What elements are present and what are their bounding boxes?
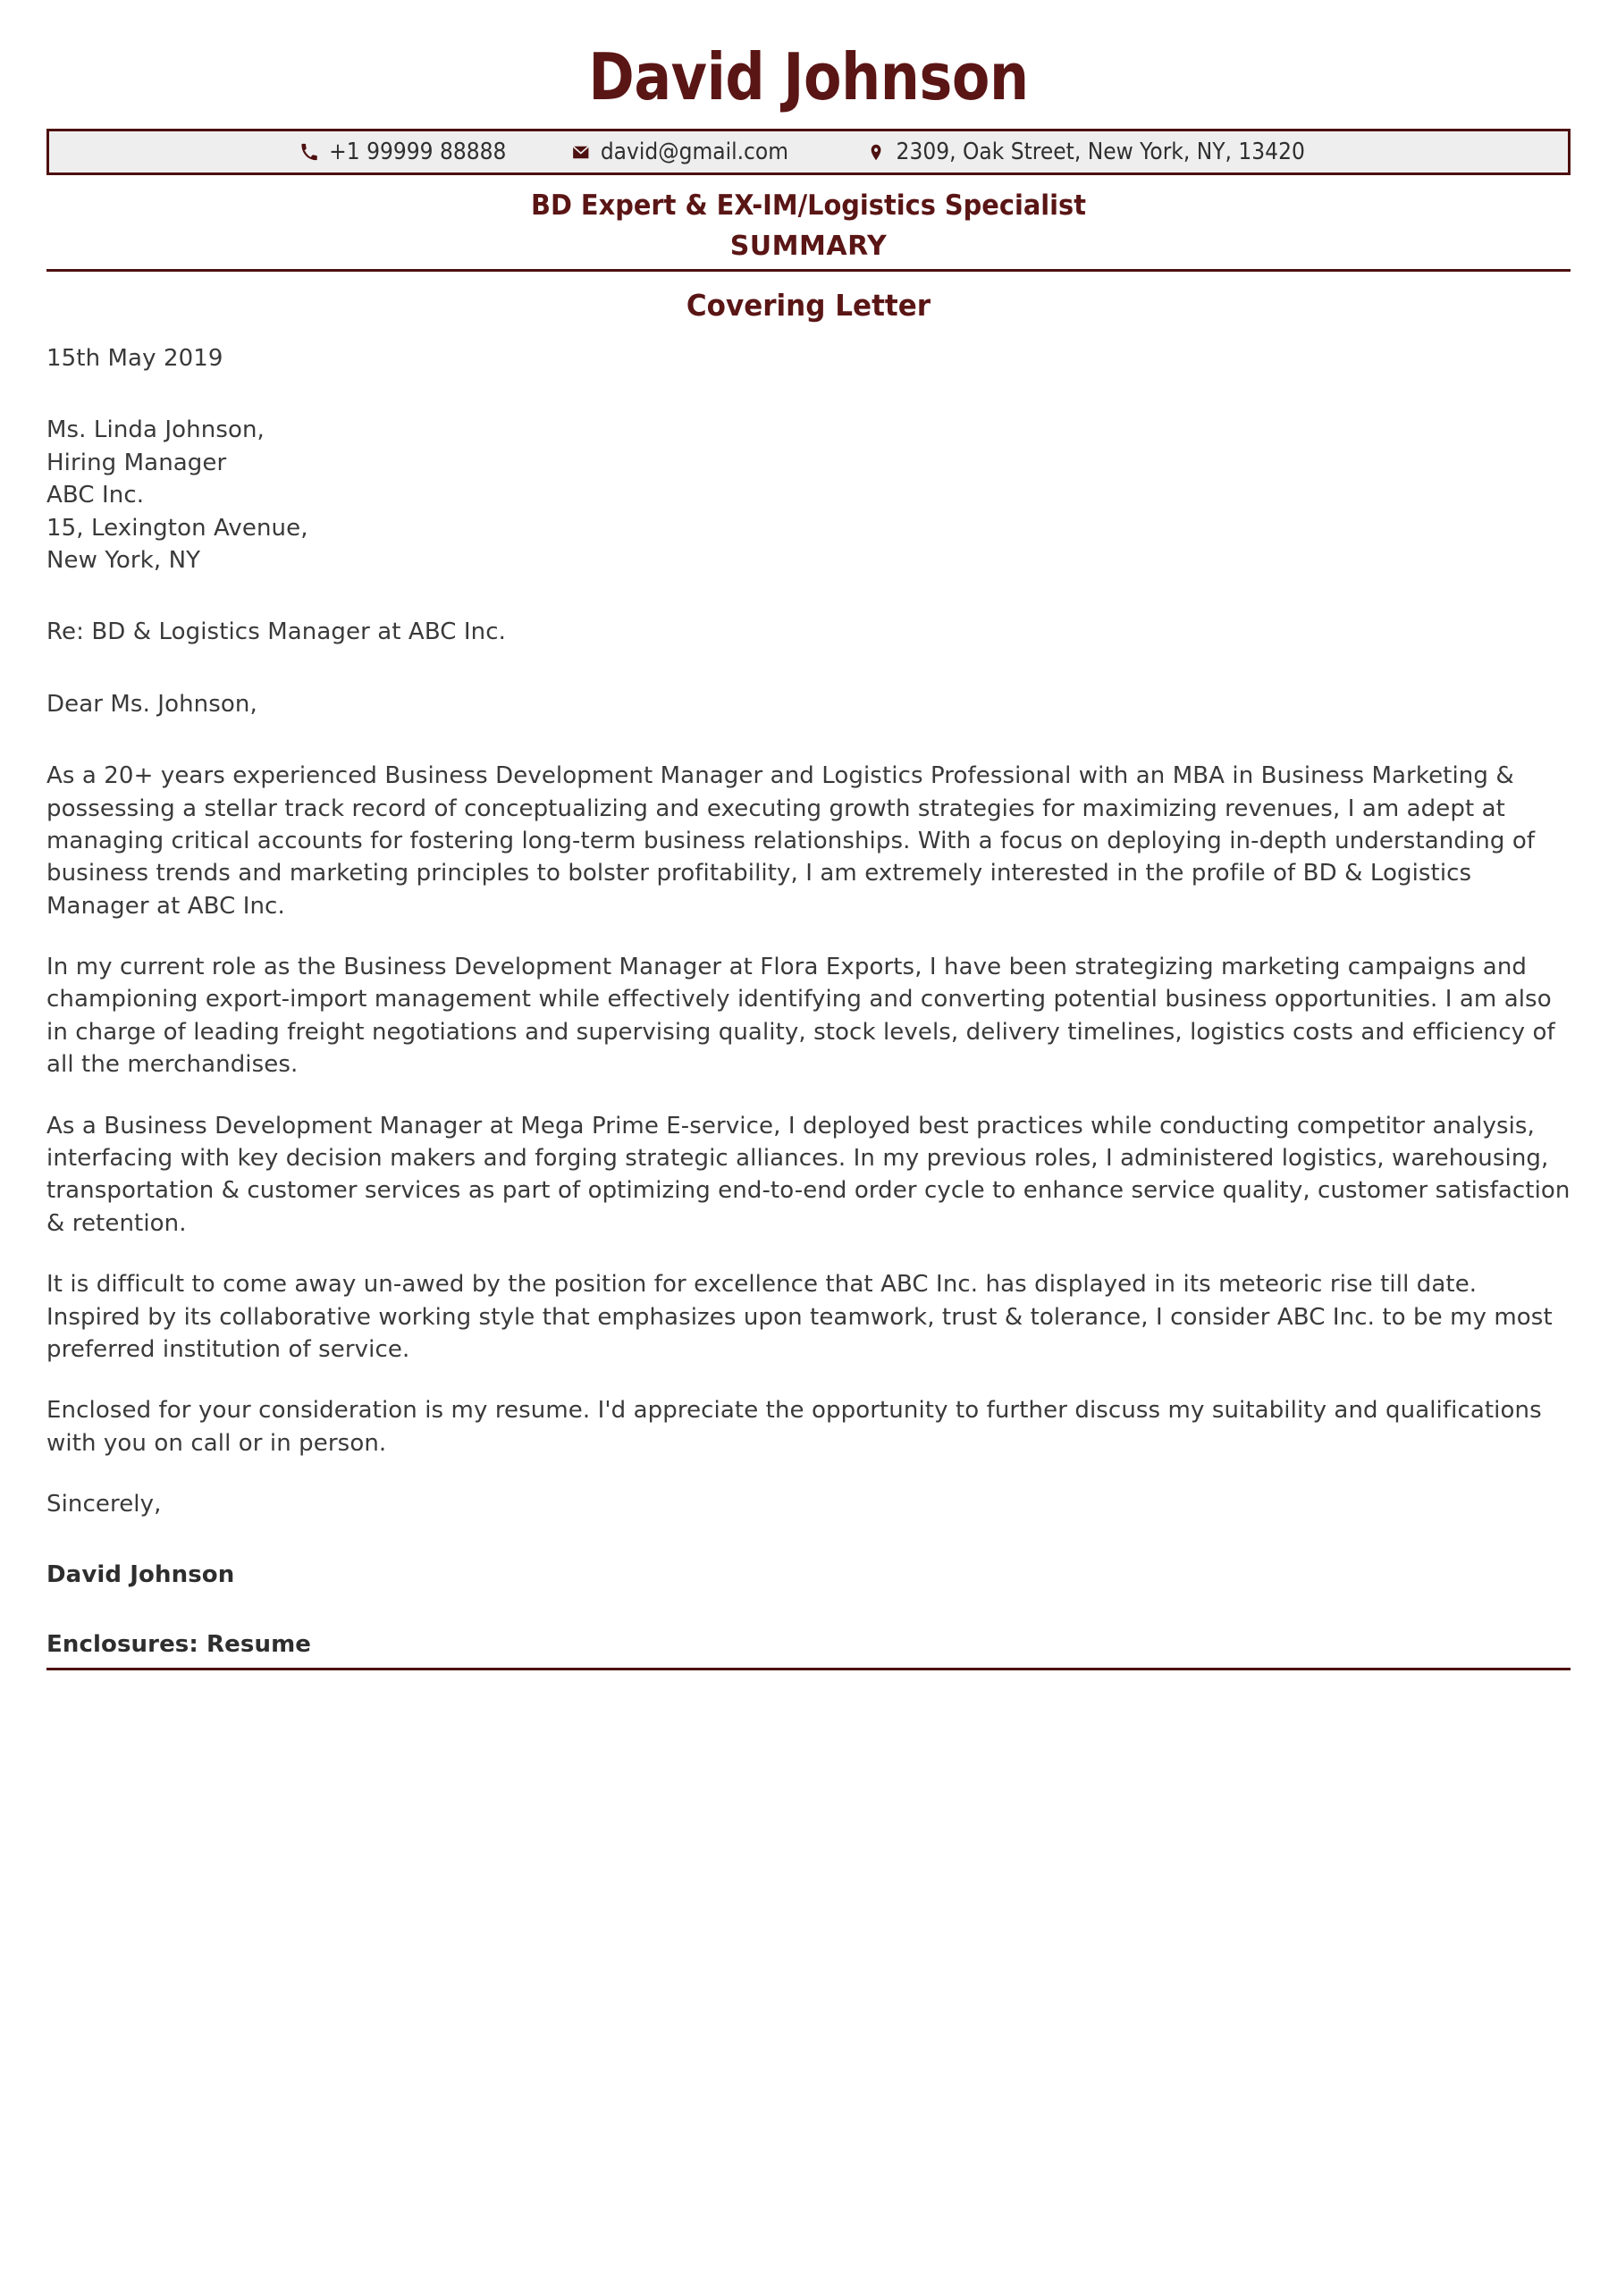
role-title: BD Expert & EX-IM/Logistics Specialist [530,189,1087,222]
contact-phone[interactable] [299,139,507,165]
contact-phone-value: +1 99999 88888 [329,139,507,165]
recipient-line: New York, NY [46,546,201,574]
letter-paragraph: As a Business Development Manager at Mega Prime E-service, I deployed best practices while conducting competitor analysis, interfacing with key decision makers and forging strategic alliances. In my previous roles, I administered logistics, warehousing, transportation & customer services as part of optimizing end-to-end order cycle to enhance service quality, customer satisfaction & retention. [46,1112,1571,1237]
recipient-line: ABC Inc. [46,482,145,509]
letter-body [46,342,1571,1670]
letter-paragraph: In my current role as the Business Development Manager at Flora Exports, I have been strategizing marketing campaigns and championing export-import management while effectively identifying and converting potential business opportunities. I am also in charge of leading freight negotiations and supervising quality, stock levels, delivery timelines, logistics costs and efficiency of all the merchandises. [46,954,1555,1079]
recipient-line: Hiring Manager [46,449,227,476]
letter-sign-off: Sincerely, [46,1491,162,1518]
letter-paragraph: It is difficult to come away un-awed by the position for excellence that ABC Inc. has displayed in its meteoric rise till date. Inspired by its collaborative working style that emphasizes upon teamwork, trust & tolerance, I consider ABC Inc. to be my most preferred institution of service. [46,1271,1553,1363]
enclosures-line: Enclosures: Resume [46,1628,1571,1670]
covering-letter-heading: Covering Letter [686,288,931,323]
envelope-icon [571,141,591,163]
letter-paragraph: Enclosed for your consideration is my resume. I'd appreciate the opportunity to further discuss my suitability and qualifications with you on call or in person. [46,1397,1542,1457]
page-title: David Johnson [588,39,1029,114]
page-bottom-space [46,1670,1571,2296]
contact-address[interactable] [866,139,1305,165]
section-heading-summary: SUMMARY [46,231,1571,272]
contact-email[interactable] [571,139,789,165]
signature-name: David Johnson [46,1560,235,1588]
phone-icon [299,141,319,163]
location-pin-icon [866,141,886,163]
recipient-line: 15, Lexington Avenue, [46,514,308,542]
recipient-block [46,414,1571,576]
contact-bar [46,129,1571,175]
contact-email-value: david@gmail.com [601,139,789,165]
letter-paragraph: As a 20+ years experienced Business Development Manager and Logistics Professional with an MBA in Business Marketing & possessing a stellar track record of conceptualizing and executing growth strategies for maximizing revenues, I am adept at managing critical accounts for fostering long-term business relationships. With a focus on deploying in-depth understanding of business trends and marketing principles to bolster profitability, I am extremely interested in the profile of BD & Logistics Manager at ABC Inc. [46,762,1536,920]
recipient-line: Ms. Linda Johnson, [46,416,265,444]
letter-salutation: Dear Ms. Johnson, [46,690,257,718]
letter-date: 15th May 2019 [46,345,223,372]
letter-subject: Re: BD & Logistics Manager at ABC Inc. [46,618,507,646]
contact-address-value: 2309, Oak Street, New York, NY, 13420 [896,139,1305,165]
